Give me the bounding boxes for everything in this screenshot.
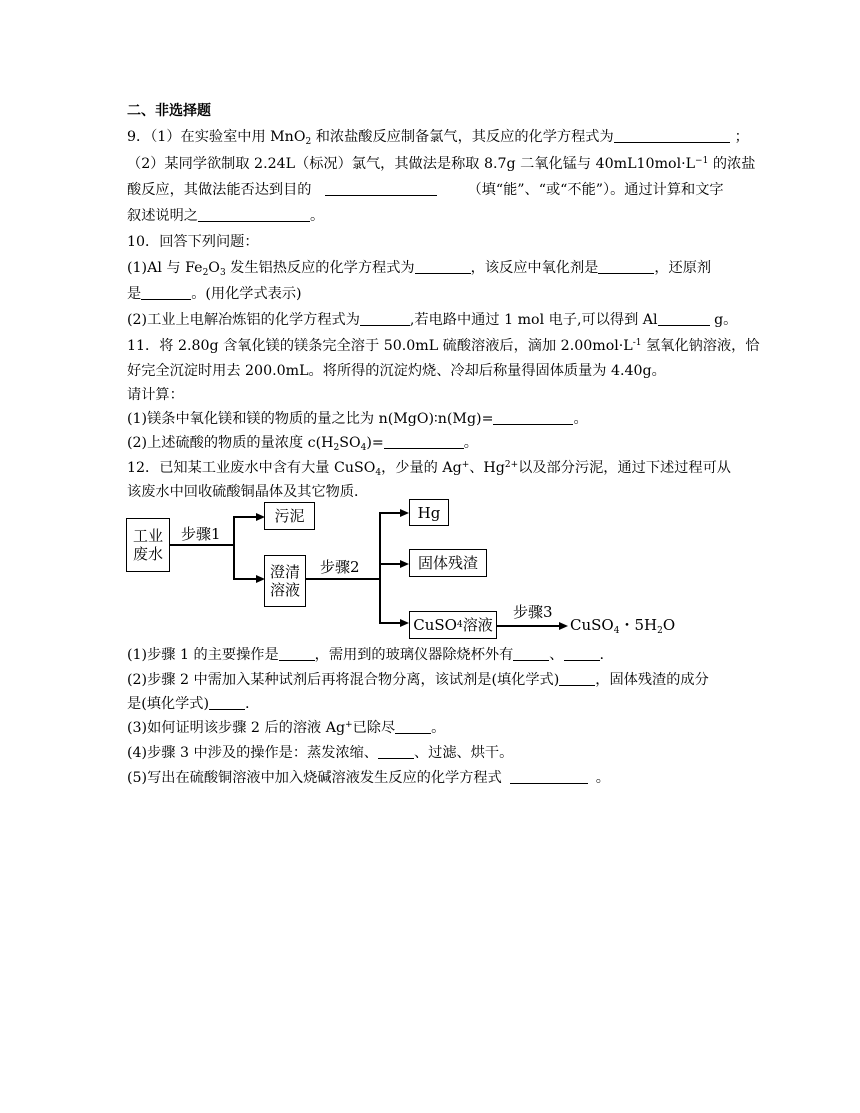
q12-text: 、过滤、烘干。 [413,745,514,761]
q9-text: 和浓盐酸反应制备氯气，其反应的化学方程式为 [311,129,614,145]
q12-line-1 [127,458,731,478]
box-solid-residue: 固体残渣 [409,549,487,577]
arrow-icon [400,509,409,517]
q10-text: ，该反应中氧化剂是 [470,260,599,276]
q10-text: (1)Al 与 Fe [127,260,203,276]
q9-line-4 [127,206,324,226]
q9-text: 9．（1）在实验室中用 MnO [127,129,306,145]
q10-answer-blank-5[interactable] [658,311,710,326]
q11-text: (2)上述硫酸的物质的量浓度 c(H [127,435,334,451]
q9-answer-blank-2[interactable] [325,181,437,196]
subscript: 4 [375,468,382,478]
subscript: 4 [360,443,367,453]
q11-answer-blank-1[interactable] [493,410,573,425]
q12-answer-blank-1[interactable] [279,646,315,661]
q9-answer-blank-3[interactable] [198,207,310,222]
subscript: 2 [305,137,312,147]
connector-line [379,563,402,565]
box-text: 溶液 [462,616,493,634]
q12-text: 以及部分污泥，通过下述过程可从 [518,460,731,476]
connector-line [170,544,234,546]
q11-text: 。 [573,411,588,427]
q12-answer-blank-7[interactable] [378,744,414,759]
q12-part-3 [127,718,445,738]
q12-text: . [599,647,605,663]
box-clear-solution: 澄清溶液 [264,555,306,607]
superscript: + [345,720,353,730]
q12-text: (4)步骤 3 中涉及的操作是：蒸发浓缩、 [127,745,378,761]
q11-text: (1)镁条中氧化镁和镁的物质的量之比为 n(MgO)∶n(Mg)= [127,411,494,427]
q11-text: )= [366,435,384,451]
q9-text: 酸反应，其做法能否达到目的 [127,182,312,198]
q12-text: (2)步骤 2 中需加入某种试剂后再将混合物分离，该试剂是(填化学式) [127,672,560,688]
q10-line-2 [127,284,302,304]
box-industrial-wastewater: 工业废水 [126,518,170,572]
q11-line-5 [127,433,478,453]
product-text: ・5H [619,616,658,634]
superscript: + [461,460,470,470]
product-text: O [662,616,676,634]
q9-line-3 [127,180,724,200]
subscript: 2 [202,268,209,278]
q11-text: SO [339,435,361,451]
superscript: 2+ [504,460,519,470]
q12-answer-blank-4[interactable] [559,671,595,686]
q10-text: ,若电路中通过 1 mol 电子,可以得到 Al [409,312,658,328]
q10-text: ，还原剂 [654,260,712,276]
q10-text: 是 [127,286,142,302]
q9-text: （填“能”、“或“不能”）。通过计算和文字 [467,182,724,198]
q10-line-1 [127,258,711,278]
subscript: 2 [333,443,340,453]
q11-text: 。 [463,435,478,451]
q12-text: 是(填化学式) [127,696,210,712]
q9-line-1 [127,127,749,147]
q12-line-2: 该废水中回收硫酸铜晶体及其它物质． [127,484,369,500]
box-sludge: 污泥 [264,502,315,530]
q11-text: 氢氧化钠溶液，恰 [641,338,760,354]
q12-text: 。 [431,720,446,736]
label-step3: 步骤3 [513,603,553,621]
q12-text: 、 [549,647,564,663]
q10-line-3 [127,310,737,330]
q12-part-2-cont [127,694,250,714]
q12-part-2 [127,670,709,690]
q9-text: 叙述说明之 [127,208,198,224]
q12-answer-blank-8[interactable] [510,769,588,784]
q11-line-2: 好完全沉淀时用去 200.0mL。将所得的沉淀灼烧、冷却后称量得固体质量为 4.40g。 [127,363,666,379]
q10-text: 。(用化学式表示) [191,286,302,302]
q10-answer-blank-1[interactable] [415,259,471,274]
q10-text: (2)工业上电解冶炼铝的化学方程式为 [127,312,360,328]
q10-title: 10．回答下列问题： [127,234,259,250]
q12-part-4 [127,743,513,763]
q12-answer-blank-6[interactable] [395,719,431,734]
q9-line-2 [127,154,755,174]
q11-answer-blank-2[interactable] [384,434,464,449]
q9-answer-blank-1[interactable] [614,128,730,143]
q10-answer-blank-2[interactable] [598,259,654,274]
connector-line [306,578,380,580]
q10-text: 发生铝热反应的化学方程式为 [225,260,415,276]
q9-text: 的浓盐 [708,156,756,172]
connector-line [233,516,235,579]
superscript: −1 [695,156,709,166]
connector-line [379,622,402,624]
q10-text: O [208,260,220,276]
section-title: 二、非选择题 [127,103,211,119]
q9-text: 。 [309,208,325,224]
q11-text: 11．将 2.80g 含氧化镁的镁条完全溶于 50.0mL 硫酸溶液后，滴加 2.00mol·L [127,338,633,354]
q12-text: 12．已知某工业废水中含有大量 CuSO [127,460,376,476]
q12-text: . [245,696,250,712]
q12-part-1 [127,645,604,665]
q11-line-3: 请计算： [127,387,184,403]
q9-text: （2）某同学欲制取 2.24L（标况）氯气，其做法是称取 8.7g 二氧化锰与 40mL10mol·L [127,156,696,172]
box-cuso4-solution: CuSO 4 溶液 [409,611,497,639]
label-step2: 步骤2 [320,558,360,576]
connector-line [379,512,381,623]
arrow-icon [559,622,568,630]
q12-text: 、Hg [469,460,505,476]
box-text: CuSO [413,616,457,634]
q9-text: ； [734,129,749,145]
subscript: 4 [613,626,620,636]
q10-text: g。 [709,312,738,328]
q12-text: (3)如何证明该步骤 2 后的溶液 Ag [127,720,346,736]
subscript: 2 [657,626,663,636]
box-hg: Hg [409,499,449,526]
subscript: 3 [219,268,226,278]
q12-text: ，固体残渣的成分 [595,672,709,688]
label-step1: 步骤1 [181,525,221,543]
product-cuso4-pentahydrate [570,616,675,634]
q12-text: 。 [595,770,610,786]
q12-text: ，少量的 Ag [381,460,462,476]
product-text: CuSO [570,616,614,634]
q10-answer-blank-3[interactable] [141,285,191,300]
q12-text: (1)步骤 1 的主要操作是 [127,647,279,663]
q10-answer-blank-4[interactable] [360,311,410,326]
q12-answer-blank-3[interactable] [564,646,600,661]
q12-text: (5)写出在硫酸铜溶液中加入烧碱溶液发生反应的化学方程式 [127,770,502,786]
q12-answer-blank-2[interactable] [513,646,549,661]
process-flowchart [125,495,685,645]
arrow-icon [400,560,409,568]
q11-line-4 [127,409,588,429]
q12-answer-blank-5[interactable] [209,695,245,710]
arrow-icon [400,619,409,627]
superscript: -1 [632,338,642,348]
q12-part-5 [127,768,610,788]
connector-line [379,512,402,514]
q12-text: 已除尽 [352,720,396,736]
connector-line [497,625,561,627]
q11-line-1 [127,336,760,356]
q12-text: ，需用到的玻璃仪器除烧杯外有 [314,647,514,663]
